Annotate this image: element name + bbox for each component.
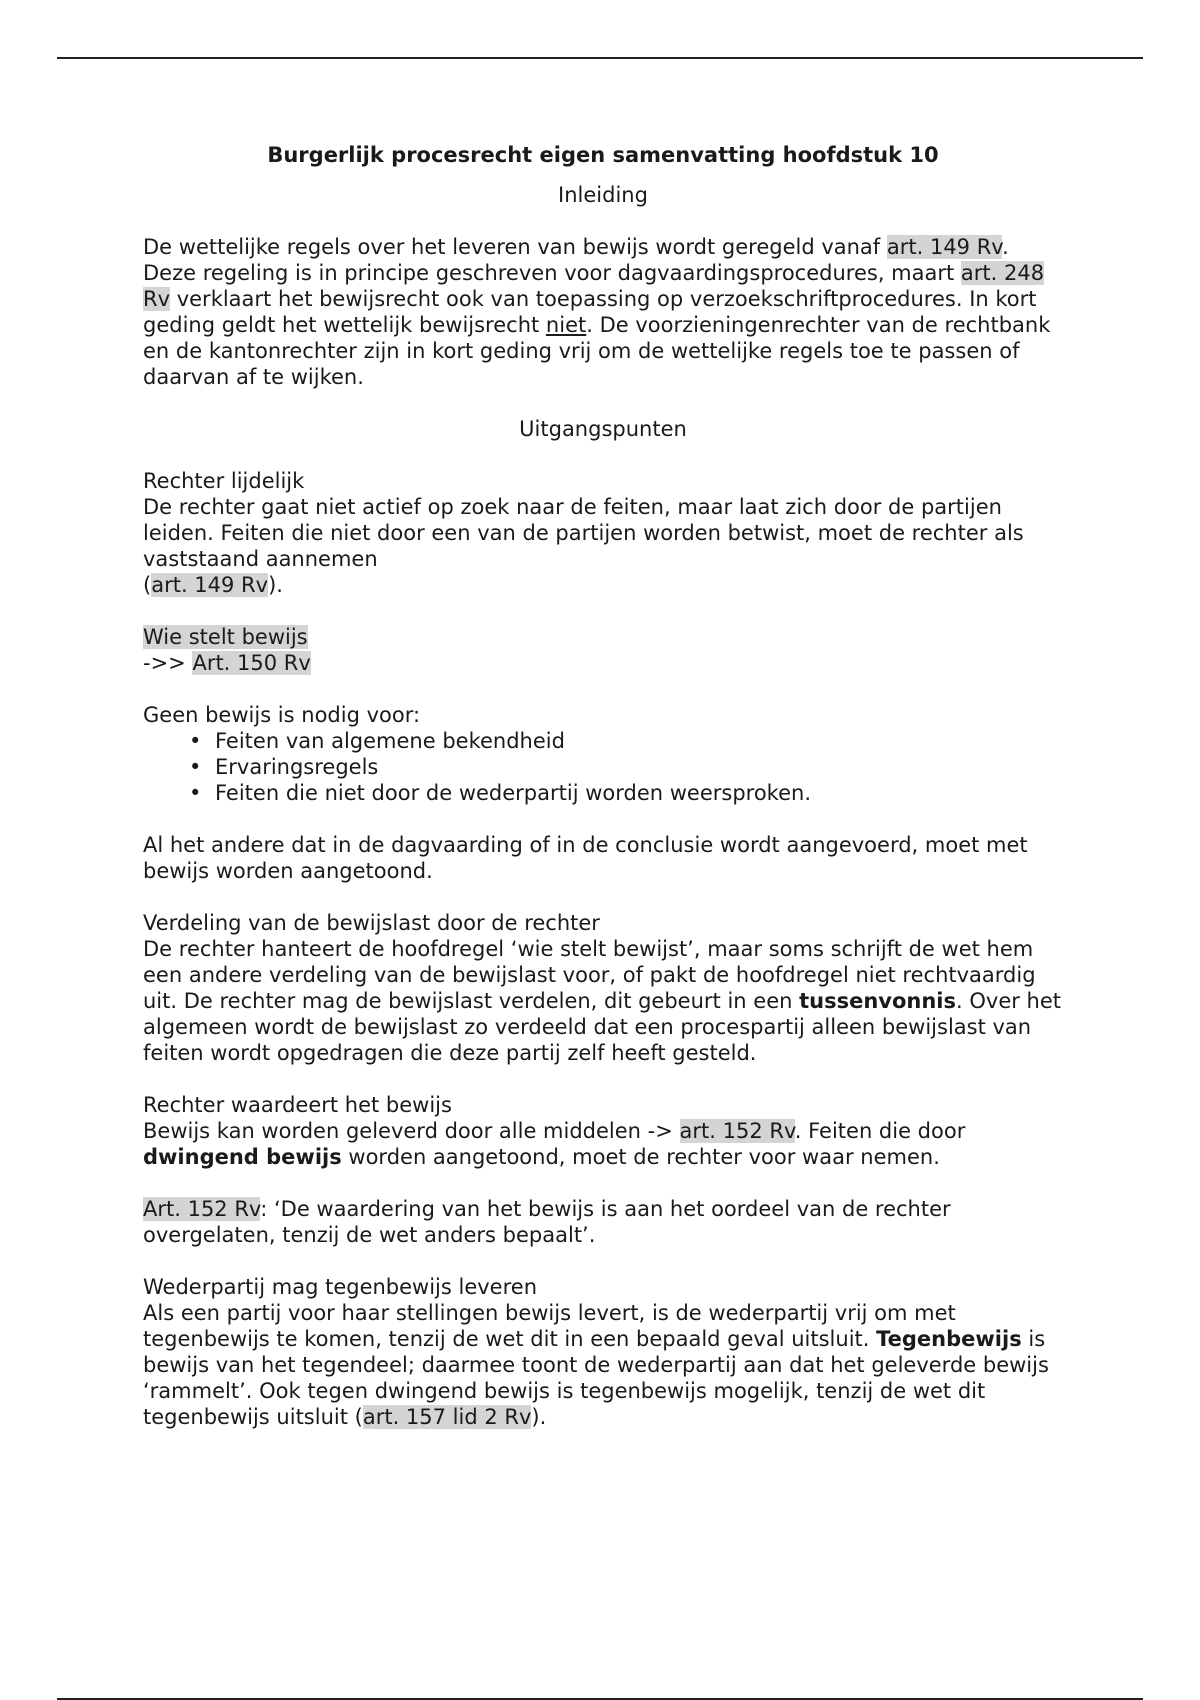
waardeert-text-1: Bewijs kan worden geleverd door alle middelen -> xyxy=(143,1119,680,1143)
subheading: Rechter lijdelijk xyxy=(143,469,305,493)
section-heading-inleiding: Inleiding xyxy=(558,183,648,207)
bold-term: dwingend bewijs xyxy=(143,1145,342,1169)
tegenbewijs-text-3: ). xyxy=(531,1405,547,1429)
article-ref: Art. 150 Rv xyxy=(192,651,311,675)
waardeert-paragraph xyxy=(143,1092,1063,1170)
subheading: Rechter waardeert het bewijs xyxy=(143,1093,452,1117)
article-ref: art. 149 Rv xyxy=(151,573,269,597)
lijdelijk-text-1: De rechter gaat niet actief op zoek naar de feiten, maar laat zich door de partijen leiden. Feiten die niet door een van de partijen worden betwist, moet de rechter als vaststaand aannemen xyxy=(143,495,1024,571)
subheading: Verdeling van de bewijslast door de rechter xyxy=(143,911,600,935)
waardeert-text-2: . Feiten die door xyxy=(794,1119,966,1143)
lijdelijk-paragraph xyxy=(143,468,1063,598)
list-item: • Ervaringsregels xyxy=(189,754,1063,780)
article-ref: art. 248 Rv xyxy=(143,261,1045,311)
header-rule xyxy=(57,57,1143,59)
intro-text-1: De wettelijke regels over het leveren van bewijs wordt geregeld vanaf xyxy=(143,235,887,259)
verdeling-text-1: De rechter hanteert de hoofdregel ‘wie stelt bewijst’, maar soms schrijft de wet hem een andere verdeling van de bewijslast voor, of pakt de hoofdregel niet rechtvaardig uit. De rechter mag de bewijslast verdelen, dit gebeurt in een xyxy=(143,937,1036,1013)
bold-term: tussenvonnis xyxy=(799,989,957,1013)
intro-text-3: verklaart het bewijsrecht ook van toepassing op verzoekschriftprocedures. In kort geding geldt het wettelijk bewijsrecht xyxy=(143,287,1037,337)
alhetandere-paragraph: Al het andere dat in de dagvaarding of in de conclusie wordt aangevoerd, moet met bewijs worden aangetoond. xyxy=(143,833,1028,883)
document-body xyxy=(143,142,1063,1430)
bold-term: Tegenbewijs xyxy=(876,1327,1022,1351)
verdeling-text-2: . Over het algemeen wordt de bewijslast zo verdeeld dat een procespartij alleen bewijslast van feiten wordt opgedragen die deze partij zelf heeft gesteld. xyxy=(143,989,1062,1065)
intro-text-4: . De voorzieningenrechter van de rechtbank en de kantonrechter zijn in kort geding vrij om de wettelijke regels toe te passen of daarvan af te wijken. xyxy=(143,313,1051,389)
tegenbewijs-text-1: Als een partij voor haar stellingen bewijs levert, is de wederpartij vrij om met tegenbewijs te komen, tenzij de wet dit in een bepaald geval uitsluit. xyxy=(143,1301,956,1351)
article-ref: art. 149 Rv xyxy=(886,235,1003,259)
lijdelijk-text-2: ( xyxy=(143,573,152,597)
document-title: Burgerlijk procesrecht eigen samenvatting hoofdstuk 10 xyxy=(267,143,939,167)
highlighted-heading: Wie stelt bewijs xyxy=(143,625,308,649)
quote-paragraph xyxy=(143,1196,1063,1248)
bullet-list xyxy=(143,728,1063,806)
tegenbewijs-paragraph xyxy=(143,1274,1063,1430)
waardeert-text-3: worden aangetoond, moet de rechter voor waar nemen. xyxy=(341,1145,940,1169)
intro-text-2: . Deze regeling is in principe geschreven voor dagvaardingsprocedures, maart xyxy=(143,235,1009,285)
arrow-text: ->> xyxy=(143,651,193,675)
verdeling-paragraph xyxy=(143,910,1063,1066)
quote-text: : ‘De waardering van het bewijs is aan het oordeel van de rechter overgelaten, tenzij de wet anders bepaalt’. xyxy=(143,1197,951,1247)
lijdelijk-text-3: ). xyxy=(268,573,283,597)
article-ref: art. 152 Rv xyxy=(679,1119,795,1143)
article-ref: Art. 152 Rv xyxy=(143,1197,261,1221)
section-heading-uitgangspunten: Uitgangspunten xyxy=(519,417,687,441)
subheading: Geen bewijs is nodig voor: xyxy=(143,703,421,727)
list-item: • Feiten van algemene bekendheid xyxy=(189,728,1063,754)
list-item: • Feiten die niet door de wederpartij worden weersproken. xyxy=(189,780,1063,806)
intro-paragraph xyxy=(143,234,1063,390)
geenbewijs-paragraph xyxy=(143,702,1063,728)
article-ref: art. 157 lid 2 Rv xyxy=(362,1405,532,1429)
subheading: Wederpartij mag tegenbewijs leveren xyxy=(143,1275,538,1299)
wiestelt-paragraph xyxy=(143,624,1063,676)
underlined-word: niet xyxy=(545,313,587,337)
tegenbewijs-text-2: is bewijs van het tegendeel; daarmee toont de wederpartij aan dat het geleverde bewijs ‘rammelt’. Ook tegen dwingend bewijs is tegenbewijs mogelijk, tenzij de wet dit tegenbewijs uitsluit ( xyxy=(143,1327,1049,1429)
